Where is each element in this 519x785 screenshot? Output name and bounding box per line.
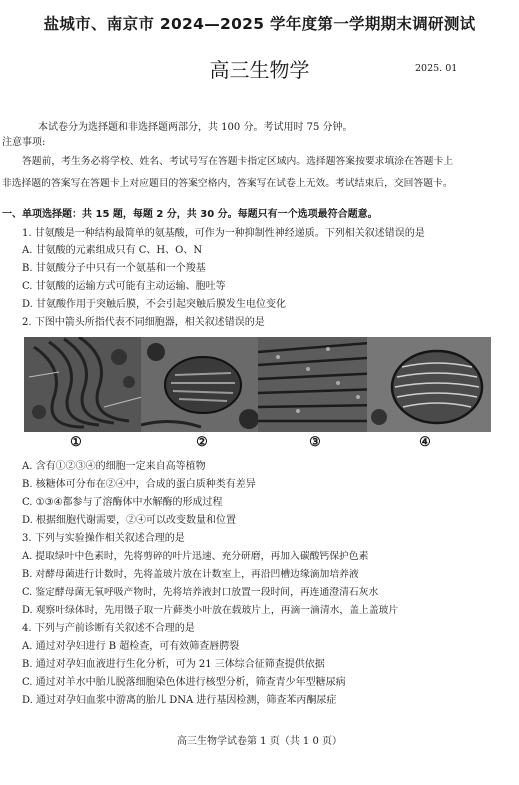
question-1-option-a: A. 甘氨酸的元素组成只有 C、H、O、N xyxy=(22,245,203,256)
question-3-option-c: C. 鉴定酵母菌无氧呼吸产物时，先将培养液封口放置一段时间，再连通澄清石灰水 xyxy=(22,587,379,598)
section-heading: 一、单项选择题：共 15 题，每题 2 分，共 30 分。每题只有一个选项最符合题意。 xyxy=(2,209,378,220)
image-label-3: ③ xyxy=(309,435,321,450)
subject-title: 高三生物学 xyxy=(209,58,310,82)
question-1-option-d: D. 甘氨酸作用于突触后膜，不会引起突触后膜发生电位变化 xyxy=(22,299,287,310)
micrograph-1 xyxy=(24,337,148,432)
micrograph-3 xyxy=(258,337,382,432)
question-4-option-b: B. 通过对孕妇血液进行生化分析，可为 21 三体综合征筛查提供依据 xyxy=(22,659,325,670)
micrograph-4 xyxy=(367,337,491,432)
image-label-2: ② xyxy=(196,435,208,450)
image-label-1: ① xyxy=(70,435,82,450)
page-title: 盐城市、南京市 2024—2025 学年度第一学期期末调研测试 xyxy=(43,15,476,33)
question-1-option-b: B. 甘氨酸分子中只有一个氨基和一个羧基 xyxy=(22,263,206,274)
page-footer: 高三生物学试卷第 1 页（共 1 0 页） xyxy=(177,736,342,747)
question-2-option-c: C. ①③④都参与了溶酶体中水解酶的形成过程 xyxy=(22,497,223,508)
question-2-stem: 2. 下图中箭头所指代表不同细胞器，相关叙述错误的是 xyxy=(22,317,265,328)
question-4-option-a: A. 通过对孕妇进行 B 超检查，可有效筛查唇腭裂 xyxy=(22,641,240,652)
question-2-option-b: B. 核糖体可分布在②④中，合成的蛋白质种类有差异 xyxy=(22,479,256,490)
question-4-option-c: C. 通过对羊水中胎儿脱落细胞染色体进行核型分析，筛查青少年型糖尿病 xyxy=(22,677,346,688)
intro-line: 本试卷分为选择题和非选择题两部分，共 100 分。考试用时 75 分钟。 xyxy=(38,122,353,133)
question-2-option-d: D. 根据细胞代谢需要，②④可以改变数量和位置 xyxy=(22,515,237,526)
question-3-option-b: B. 对酵母菌进行计数时，先将盖玻片放在计数室上，再沿凹槽边缘滴加培养液 xyxy=(22,569,359,580)
question-3-option-d: D. 观察叶绿体时，先用镊子取一片藓类小叶放在载玻片上，再滴一滴清水，盖上盖玻片 xyxy=(22,605,399,616)
question-1-stem: 1. 甘氨酸是一种结构最简单的氨基酸，可作为一种抑制性神经递质。下列相关叙述错误的是 xyxy=(22,228,425,239)
question-4-stem: 4. 下列与产前诊断有关叙述不合理的是 xyxy=(22,623,195,634)
question-4-option-d: D. 通过对孕妇血浆中游离的胎儿 DNA 进行基因检测，筛查苯丙酮尿症 xyxy=(22,695,337,706)
notice-line-1: 答题前，考生务必将学校、姓名、考试号写在答题卡指定区域内。选择题答案按要求填涂在答题卡上 xyxy=(22,156,454,167)
question-1-option-c: C. 甘氨酸的运输方式可能有主动运输、胞吐等 xyxy=(22,281,226,292)
exam-date: 2025. 01 xyxy=(415,63,458,74)
notice-line-2: 非选择题的答案写在答题卡上对应题目的答案空格内，答案写在试卷上无效。考试结束后，交回答题卡。 xyxy=(2,178,453,189)
notice-label: 注意事项: xyxy=(2,137,46,148)
question-3-option-a: A. 提取绿叶中色素时，先将剪碎的叶片迅速、充分研磨，再加入碳酸钙保护色素 xyxy=(22,551,369,562)
micrograph-2 xyxy=(141,337,265,432)
image-label-4: ④ xyxy=(419,435,431,450)
question-2-option-a: A. 含有①②③④的细胞一定来自高等植物 xyxy=(22,461,206,472)
question-3-stem: 3. 下列与实验操作相关叙述合理的是 xyxy=(22,533,185,544)
